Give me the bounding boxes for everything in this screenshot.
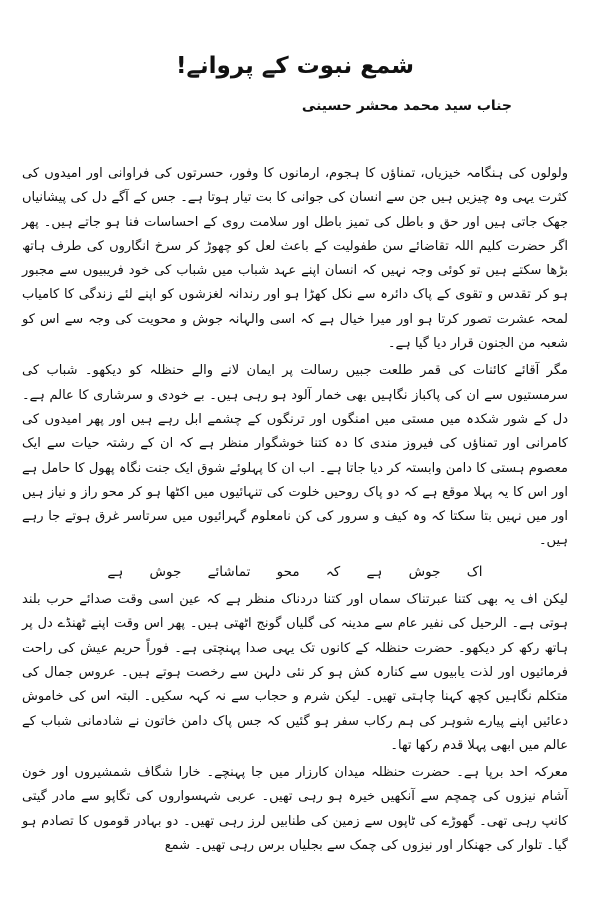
paragraph: لیکن اف یہ بھی کتنا عبرتناک سماں اور کتنا دردناک منظر ہے کہ عین اسی وقت صدائے حرب بلند ہوتی ہے۔ الرحیل کی نفیر عام سے مدینہ کی گلیاں گونج اٹھتی ہیں۔ پھر اس وقت اپنے ٹھنڈے دل پر ہاتھ رکھ کر دیکھو۔ حضرت حنظلہ کے کانوں تک یہی صدا پہنچتی ہے۔ فوراً حریم عیش کی راحت فرمائیوں اور لذت یابیوں سے کنارہ کش ہو کر نئی دلہن سے رخصت ہوتے ہیں۔ عروس جمال کی متکلم نگاہیں کچھ کہنا چاہتی تھیں۔ لیکن شرم و حجاب سے نہ کہہ سکیں۔ البتہ اس کی خاموش دعائیں اپنے پیارے شوہر کی ہم رکاب سفر ہو گئیں کہ جس پاک دامن خاتون نے شادمانی شباب کے عالم میں ابھی پہلا قدم رکھا تھا۔ [22,592,568,753]
paragraph: مگر آقائے کائنات کی قمر طلعت جبیں رسالت پر ایمان لانے والے حنظلہ کو دیکھو۔ شباب کی سرمستیوں سے ان کی پاکباز نگاہیں بھی خمار آلود ہو رہی ہیں۔ بے خودی و سرشاری کا عالم ہے۔ دل کے شور شکدہ میں مستی میں امنگوں اور ترنگوں کے چشمے ابل رہے ہیں اور پھر امیدوں کی کامرانی اور تمناؤں کی فیروز مندی کا دہ کتنا خوشگوار منظر ہے کہ ان کے رشتہ حیات سے ایک معصوم ہستی کا دامن وابستہ کر دیا جاتا ہے۔ اب ان کا پہلوئے شوق ایک جنت نگاہ پھول کا حامل ہے اور اس کا یہ پہلا موقع ہے کہ دو پاک روحیں خلوت کی تنہائیوں میں اکٹھا ہو کر محو راز و نیاز ہیں اور میں نہیں بتا سکتا کہ وہ کیف و سرور کی کن نامعلوم گہرائیوں میں سرتاسر غرق ہوتے جا رہے ہیں۔ [22,363,568,549]
article-body [22,162,568,858]
article-author: جناب سید محمد محشر حسینی [301,98,512,114]
article-title: شمع نبوت کے پروانے! [176,53,414,79]
paragraph: ولولوں کی ہنگامہ خیزیاں، تمناؤں کا ہجوم، ارمانوں کا وفور، حسرتوں کی فراوانی اور امیدوں کی کثرت یہی وہ چیزیں ہیں جن سے انسان کی جوانی کا بت تیار ہوتا ہے۔ جس کے آگے دل کی پیشانیاں جھک جاتی ہیں اور حق و باطل کی تمیز باطل اور سلامت روی کے احساسات فنا ہو جاتے ہیں۔ پھر اگر حضرت کلیم اللہ تقاضائے سن طفولیت کے باعث لعل کو چھوڑ کر سرخ انگاروں کی طرف ہاتھ بڑھا سکتے ہیں تو کوئی وجہ نہیں کہ انسان اپنے عہد شباب میں شباب کی خود فریبیوں سے مجبور ہو کر تقدس و تقوی کے پاک دائرہ سے نکل کھڑا ہو اور رندانہ لغزشوں کو اپنے لئے زندگی کا کامیاب لمحہ عشرت تصور کرتا ہو اور میرا خیال ہے کہ اسی والہانہ جوش و محویت کی وجہ سے اس کو شعبہ من الجنون قرار دیا گیا ہے۔ [22,166,568,352]
paragraph: معرکہ احد برپا ہے۔ حضرت حنظلہ میدان کارزار میں جا پہنچے۔ خارا شگاف شمشیروں اور خون آشام نیزوں کی چمچم سے آنکھیں خیرہ ہو رہی تھیں۔ عربی شہسواروں کی تگاپو سے مادر گیتی کانپ رہی تھی۔ گھوڑے کی ٹاپوں سے زمین کی طنابیں لرز رہی تھیں۔ دو بہادر قوموں کا تصادم ہو گیا۔ تلوار کی جھنکار اور نیزوں کی چمک سے بجلیاں برس رہی تھیں۔ شمع [22,765,568,854]
poem-line: اک جوش ہے کہ محو تماشائے جوش ہے [107,563,483,580]
